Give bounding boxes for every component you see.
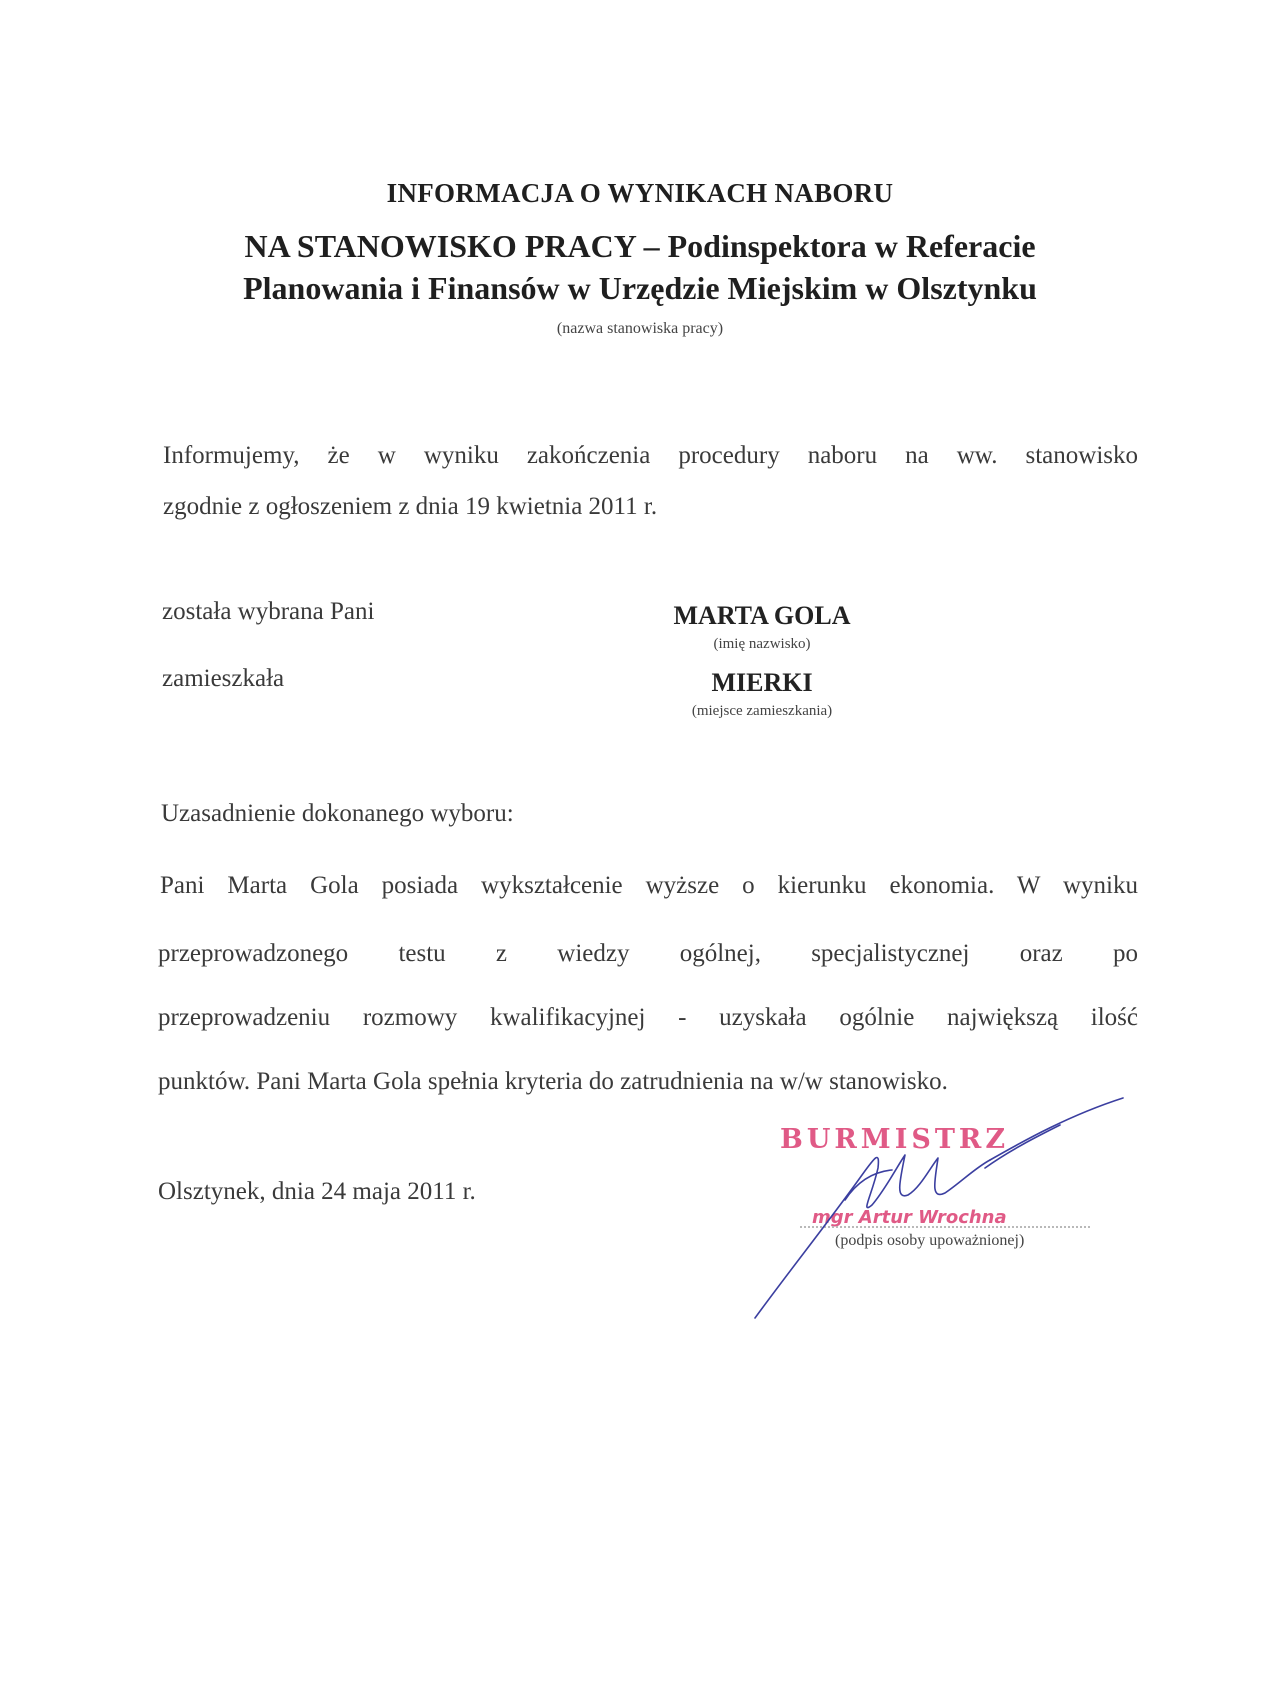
document-title: INFORMACJA O WYNIKACH NABORU bbox=[386, 178, 894, 208]
justification-line-2: przeprowadzonego testu z wiedzy ogólnej, specjalistycznej oraz po bbox=[158, 940, 1138, 967]
intro-line-2: zgodnie z ogłoszeniem z dnia 19 kwietnia 2011 r. bbox=[163, 493, 658, 520]
justification-line-3: przeprowadzeniu rozmowy kwalifikacyjnej - uzyskała ogólnie największą ilość bbox=[158, 1004, 1138, 1031]
name-caption: (imię nazwisko) bbox=[713, 636, 811, 652]
residence-label: zamieszkała bbox=[162, 665, 285, 692]
justification-heading: Uzasadnienie dokonanego wyboru: bbox=[161, 800, 514, 827]
intro-line-1: Informujemy, że w wyniku zakończenia procedury naboru na ww. stanowisko bbox=[163, 442, 1138, 469]
signature-line bbox=[800, 1226, 1090, 1228]
position-title-caption: (nazwa stanowiska pracy) bbox=[556, 320, 724, 337]
place-and-date: Olsztynek, dnia 24 maja 2011 r. bbox=[158, 1178, 476, 1205]
mayor-stamp-title: BURMISTRZ bbox=[780, 1124, 1010, 1155]
selected-name: MARTA GOLA bbox=[673, 601, 851, 630]
justification-line-1: Pani Marta Gola posiada wykształcenie wyższe o kierunku ekonomia. W wyniku bbox=[160, 872, 1138, 899]
residence-place: MIERKI bbox=[711, 668, 813, 697]
place-caption: (miejsce zamieszkania) bbox=[691, 703, 833, 719]
signature-caption: (podpis osoby upoważnionej) bbox=[835, 1232, 1025, 1249]
selected-label: została wybrana Pani bbox=[162, 598, 375, 625]
position-title-line-2: Planowania i Finansów w Urzędzie Miejskim w Olsztynku bbox=[243, 270, 1037, 306]
mayor-stamp-name: mgr Artur Wrochna bbox=[812, 1207, 1007, 1228]
justification-line-4: punktów. Pani Marta Gola spełnia kryteria do zatrudnienia na w/w stanowisko. bbox=[158, 1068, 948, 1095]
position-title-line-1: NA STANOWISKO PRACY – Podinspektora w Referacie bbox=[244, 228, 1036, 264]
